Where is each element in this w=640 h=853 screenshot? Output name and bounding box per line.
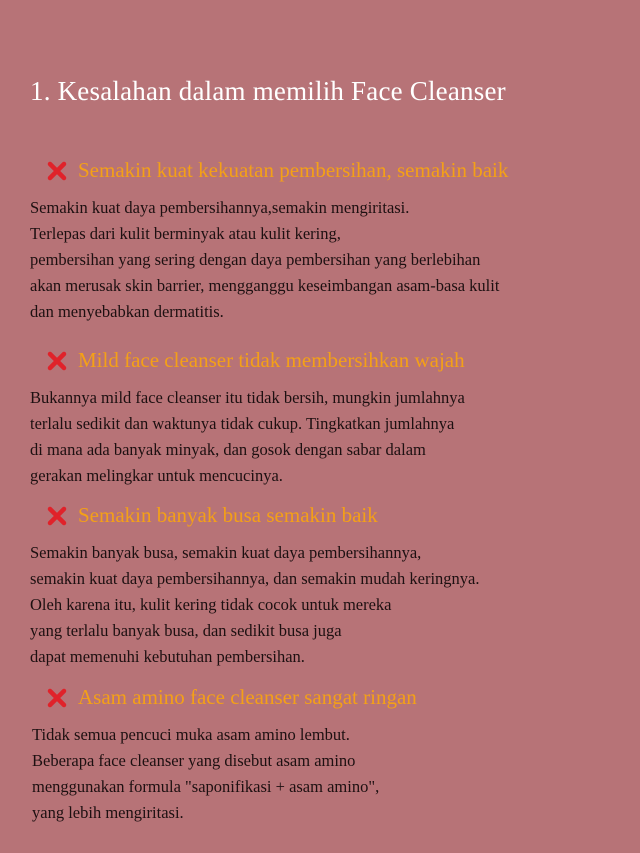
section-body: [30, 385, 630, 489]
section-heading-text: Asam amino face cleanser sangat ringan: [78, 685, 417, 709]
section-2: [0, 348, 640, 489]
cross-mark-icon: [46, 350, 68, 372]
section-body: [30, 195, 630, 325]
body-line: di mana ada banyak minyak, dan gosok dengan sabar dalam: [30, 440, 426, 459]
cross-mark-icon: [46, 505, 68, 527]
section-heading-text: Mild face cleanser tidak membersihkan wajah: [78, 348, 465, 372]
body-line: pembersihan yang sering dengan daya pembersihan yang berlebihan: [30, 250, 481, 269]
section-3: [0, 503, 640, 670]
body-line: Oleh karena itu, kulit kering tidak cocok untuk mereka: [30, 595, 392, 614]
body-line: akan merusak skin barrier, mengganggu keseimbangan asam-basa kulit: [30, 276, 500, 295]
body-line: terlalu sedikit dan waktunya tidak cukup. Tingkatkan jumlahnya: [30, 414, 455, 433]
section-heading-text: Semakin kuat kekuatan pembersihan, semakin baik: [78, 158, 509, 182]
section-heading: [46, 503, 640, 528]
section-1: [0, 158, 640, 325]
cross-mark-icon: [46, 160, 68, 182]
body-line: Bukannya mild face cleanser itu tidak bersih, mungkin jumlahnya: [30, 388, 465, 407]
body-line: semakin kuat daya pembersihannya, dan semakin mudah keringnya.: [30, 569, 480, 588]
body-line: menggunakan formula "saponifikasi + asam amino",: [32, 777, 380, 796]
section-heading-text: Semakin banyak busa semakin baik: [78, 503, 378, 527]
body-line: Semakin kuat daya pembersihannya,semakin mengiritasi.: [30, 198, 410, 217]
body-line: gerakan melingkar untuk mencucinya.: [30, 466, 283, 485]
body-line: yang lebih mengiritasi.: [32, 803, 184, 822]
section-heading: [46, 158, 640, 183]
section-heading: [46, 685, 640, 710]
section-body: [30, 540, 630, 670]
section-body: [32, 722, 632, 826]
body-line: Beberapa face cleanser yang disebut asam amino: [32, 751, 356, 770]
body-line: dan menyebabkan dermatitis.: [30, 302, 224, 321]
section-heading: [46, 348, 640, 373]
cross-mark-icon: [46, 687, 68, 709]
body-line: Tidak semua pencuci muka asam amino lembut.: [32, 725, 350, 744]
body-line: yang terlalu banyak busa, dan sedikit busa juga: [30, 621, 342, 640]
body-line: Terlepas dari kulit berminyak atau kulit kering,: [30, 224, 341, 243]
body-line: dapat memenuhi kebutuhan pembersihan.: [30, 647, 305, 666]
body-line: Semakin banyak busa, semakin kuat daya pembersihannya,: [30, 543, 422, 562]
page-title: 1. Kesalahan dalam memilih Face Cleanser: [30, 76, 506, 106]
section-4: [0, 685, 640, 826]
